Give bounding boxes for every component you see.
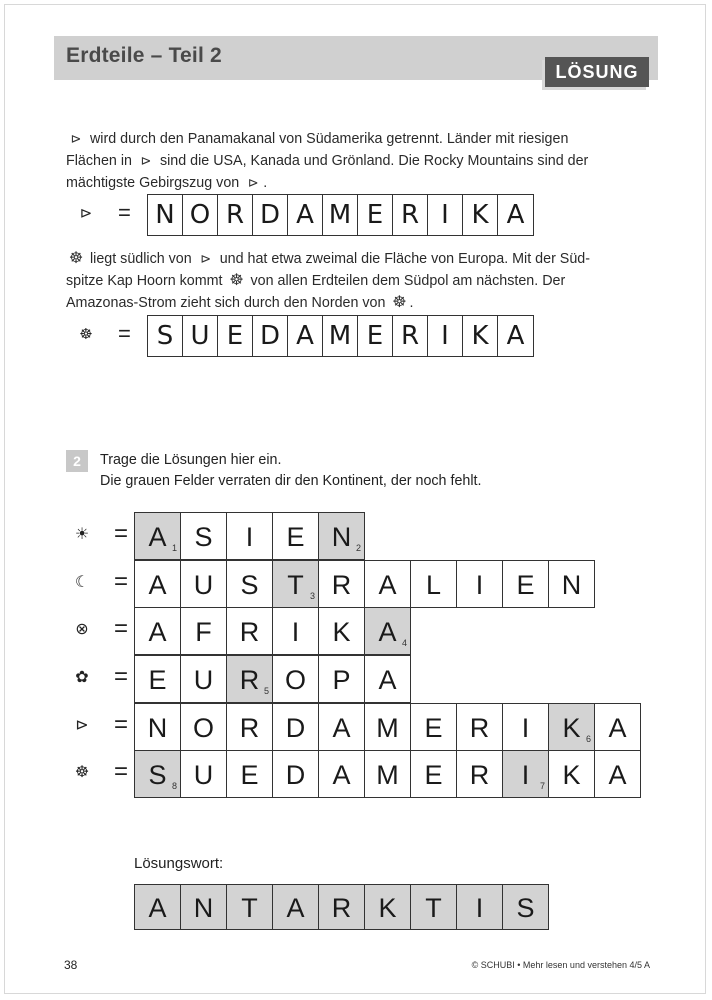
- solution-word: [134, 884, 548, 930]
- gray-letter-cell: [318, 512, 365, 560]
- letter-cell: R: [393, 316, 428, 356]
- cell-letter: A: [378, 570, 397, 600]
- cell-letter: S: [240, 570, 259, 600]
- cell-number: 6: [585, 734, 591, 744]
- cell-letter: O: [192, 713, 214, 743]
- task-line-2: Die grauen Felder verraten dir den Kontinent, der noch fehlt.: [100, 473, 482, 489]
- letter-cell: [226, 512, 273, 560]
- letter-cell: O: [183, 195, 218, 235]
- letter-cell: K: [463, 195, 498, 235]
- letter-cell: [180, 512, 227, 560]
- letter-cell: [410, 703, 457, 751]
- cell-number: 1: [171, 543, 177, 553]
- cell-letter: E: [286, 522, 305, 552]
- cell-letter: A: [378, 617, 397, 647]
- letter-cell: [364, 703, 411, 751]
- fish-icon: ⊳: [200, 251, 212, 266]
- copyright-note: © SCHUBI • Mehr lesen und verstehen 4/5 A: [471, 960, 650, 970]
- letter-cell: A: [288, 316, 323, 356]
- equals-sign: =: [114, 758, 129, 785]
- letter-cell: A: [506, 200, 525, 230]
- cell-letter: A: [148, 617, 167, 647]
- letter-cell: [180, 655, 227, 703]
- letter-cell: [364, 655, 411, 703]
- cell-letter: I: [521, 760, 530, 790]
- cell-letter: A: [148, 570, 167, 600]
- cell-letter: D: [285, 713, 306, 743]
- letter-cell: [272, 750, 319, 798]
- letter-cell: [134, 655, 181, 703]
- cell-letter: S: [194, 522, 213, 552]
- paragraph-south-america: [66, 248, 656, 314]
- letter-cell: [134, 560, 181, 608]
- letter-cell: [180, 607, 227, 655]
- grid-cells: [134, 607, 410, 654]
- cell-letter: P: [332, 665, 351, 695]
- cell-number: 5: [263, 686, 269, 696]
- para2-text-6: .: [409, 295, 414, 311]
- fish-icon: ⊳: [79, 205, 93, 222]
- equals-sign: =: [118, 200, 131, 225]
- letter-cell: I: [428, 195, 463, 235]
- cell-number: 8: [171, 781, 177, 791]
- cell-letter: R: [239, 713, 260, 743]
- equals-sign: =: [114, 520, 129, 547]
- letter-cell: E: [218, 316, 253, 356]
- fish-icon: ⊳: [75, 717, 89, 734]
- cell-letter: E: [424, 713, 443, 743]
- letter-cell: [548, 750, 595, 798]
- cell-letter: K: [562, 713, 581, 743]
- solution-letter-cell: T: [226, 884, 273, 930]
- cell-number: 2: [355, 543, 361, 553]
- cell-number: 3: [309, 591, 315, 601]
- equals-sign: =: [114, 568, 129, 595]
- letter-cell: [318, 750, 365, 798]
- wheel-icon: ☸: [229, 272, 244, 289]
- letter-cell: I: [428, 316, 463, 356]
- gray-letter-cell: [548, 703, 595, 751]
- cell-letter: E: [516, 570, 535, 600]
- task-number: 2: [66, 450, 88, 472]
- cell-letter: I: [521, 713, 530, 743]
- answer-word-north-america: [147, 194, 534, 236]
- task-instructions: [100, 450, 660, 492]
- solution-letter-cell: S: [502, 884, 549, 930]
- grid-cells: [134, 560, 594, 607]
- equals-sign: =: [114, 711, 129, 738]
- letter-cell: U: [183, 316, 218, 356]
- letter-cell: [272, 512, 319, 560]
- cell-letter: R: [239, 617, 260, 647]
- cell-letter: A: [608, 760, 627, 790]
- flower-icon: ✿: [75, 669, 89, 686]
- cell-letter: N: [331, 522, 352, 552]
- cell-letter: F: [195, 617, 212, 647]
- cell-letter: A: [332, 760, 351, 790]
- gray-letter-cell: [272, 560, 319, 608]
- task-line-1: Trage die Lösungen hier ein.: [100, 452, 282, 468]
- letter-cell: [226, 560, 273, 608]
- letter-cell: [272, 655, 319, 703]
- grid-cells: [134, 750, 640, 797]
- letter-cell: [226, 607, 273, 655]
- wheel-icon: ☸: [392, 294, 407, 311]
- gray-letter-cell: [226, 655, 273, 703]
- para2-text-1: liegt südlich von: [89, 251, 192, 267]
- solution-letter-cell: N: [180, 884, 227, 930]
- compass-icon: ⊗: [75, 621, 89, 638]
- para2-text-5: Amazonas-Strom zieht sich durch den Norden von: [66, 295, 386, 311]
- grid-cells: [134, 512, 364, 559]
- cell-letter: A: [148, 522, 167, 552]
- letter-cell: M: [323, 195, 358, 235]
- cell-letter: O: [284, 665, 306, 695]
- cell-letter: E: [148, 665, 167, 695]
- para1-text-4: mächtigste Gebirgszug von: [66, 175, 240, 191]
- cell-letter: E: [424, 760, 443, 790]
- gray-letter-cell: [134, 512, 181, 560]
- letter-cell: [456, 703, 503, 751]
- letter-cell: [456, 560, 503, 608]
- letter-cell: A: [288, 195, 323, 235]
- letter-cell: [410, 750, 457, 798]
- equals-sign: =: [118, 321, 131, 346]
- cell-letter: A: [378, 665, 397, 695]
- letter-cell: [318, 607, 365, 655]
- cell-letter: A: [608, 713, 627, 743]
- gray-letter-cell: [364, 607, 411, 655]
- letter-cell: [548, 560, 595, 608]
- cell-letter: E: [240, 760, 259, 790]
- cell-letter: M: [376, 760, 399, 790]
- letter-cell: S: [148, 316, 183, 356]
- solution-letter-cell: T: [410, 884, 457, 930]
- cell-number: 7: [539, 781, 545, 791]
- letter-cell: [180, 560, 227, 608]
- solution-letter-cell: I: [456, 884, 503, 930]
- letter-cell: E: [358, 316, 393, 356]
- cell-letter: D: [285, 760, 306, 790]
- equals-sign: =: [114, 663, 129, 690]
- cell-letter: I: [291, 617, 300, 647]
- solution-letter-cell: A: [134, 884, 181, 930]
- letter-cell: [134, 607, 181, 655]
- gray-letter-cell: [502, 750, 549, 798]
- cell-letter: I: [475, 570, 484, 600]
- cell-letter: N: [147, 713, 168, 743]
- letter-cell: [594, 750, 641, 798]
- para1-text-5: .: [263, 175, 268, 191]
- page-number: 38: [64, 958, 78, 972]
- letter-cell: M: [323, 316, 358, 356]
- letter-cell: [180, 703, 227, 751]
- cell-letter: U: [193, 760, 214, 790]
- sun-icon: ☀: [74, 526, 90, 543]
- cell-letter: A: [332, 713, 351, 743]
- cell-letter: M: [376, 713, 399, 743]
- solution-letter-cell: R: [318, 884, 365, 930]
- para2-text-4: von allen Erdteilen dem Südpol am nächsten. Der: [250, 273, 566, 289]
- letter-cell: [456, 750, 503, 798]
- grid-cells: [134, 703, 640, 750]
- cell-letter: R: [331, 570, 352, 600]
- cell-letter: T: [287, 570, 304, 600]
- cell-letter: L: [425, 570, 442, 600]
- letter-cell: [410, 560, 457, 608]
- letter-cell: [502, 560, 549, 608]
- para2-text-3: spitze Kap Hoorn kommt: [66, 273, 223, 289]
- solution-letter-cell: K: [364, 884, 411, 930]
- letter-cell: D: [253, 316, 288, 356]
- solution-label: Lösungswort:: [134, 855, 224, 872]
- wheel-icon: ☸: [79, 326, 93, 343]
- equals-sign: =: [114, 615, 129, 642]
- wheel-icon: ☸: [74, 764, 90, 781]
- cell-letter: R: [469, 713, 490, 743]
- letter-cell: [364, 750, 411, 798]
- letter-cell: [272, 607, 319, 655]
- fish-icon: ⊳: [70, 131, 82, 146]
- letter-cell: R: [393, 195, 428, 235]
- grid-cells: [134, 655, 410, 702]
- letter-cell: [318, 703, 365, 751]
- page-title: Erdteile – Teil 2: [66, 44, 222, 67]
- letter-cell: [226, 750, 273, 798]
- letter-cell: [226, 703, 273, 751]
- cell-letter: K: [562, 760, 581, 790]
- letter-cell: K: [463, 316, 498, 356]
- answer-word-south-america: [147, 315, 534, 357]
- paragraph-north-america: [66, 128, 656, 194]
- para1-text-2: Flächen in: [66, 153, 132, 169]
- cell-letter: I: [245, 522, 254, 552]
- letter-cell: A: [506, 321, 525, 351]
- letter-cell: [318, 655, 365, 703]
- cell-letter: R: [239, 665, 260, 695]
- cell-letter: K: [332, 617, 351, 647]
- wheel-icon: ☸: [68, 250, 84, 267]
- solution-letter-cell: A: [272, 884, 319, 930]
- para1-text-1: wird durch den Panamakanal von Südamerika getrennt. Länder mit riesigen: [89, 131, 569, 147]
- letter-cell: D: [253, 195, 288, 235]
- cell-letter: U: [193, 665, 214, 695]
- letter-cell: [502, 703, 549, 751]
- letter-cell: [272, 703, 319, 751]
- cell-letter: R: [469, 760, 490, 790]
- cell-letter: N: [561, 570, 582, 600]
- letter-cell: [364, 560, 411, 608]
- fish-icon: ⊳: [247, 175, 259, 190]
- letter-cell: [318, 560, 365, 608]
- letter-cell: R: [218, 195, 253, 235]
- letter-cell: E: [358, 195, 393, 235]
- letter-cell: [180, 750, 227, 798]
- para2-text-2: und hat etwa zweimal die Fläche von Europa. Mit der Süd-: [219, 251, 591, 267]
- cell-letter: U: [193, 570, 214, 600]
- letter-cell: [594, 703, 641, 751]
- cell-number: 4: [401, 638, 407, 648]
- solution-badge: LÖSUNG: [545, 57, 649, 87]
- para1-text-3: sind die USA, Kanada und Grönland. Die Rocky Mountains sind der: [159, 153, 589, 169]
- cell-letter: S: [148, 760, 167, 790]
- fish-icon: ⊳: [140, 153, 152, 168]
- letter-cell: N: [148, 195, 183, 235]
- gray-letter-cell: [134, 750, 181, 798]
- letter-cell: [134, 703, 181, 751]
- moon-icon: ☾: [74, 574, 90, 591]
